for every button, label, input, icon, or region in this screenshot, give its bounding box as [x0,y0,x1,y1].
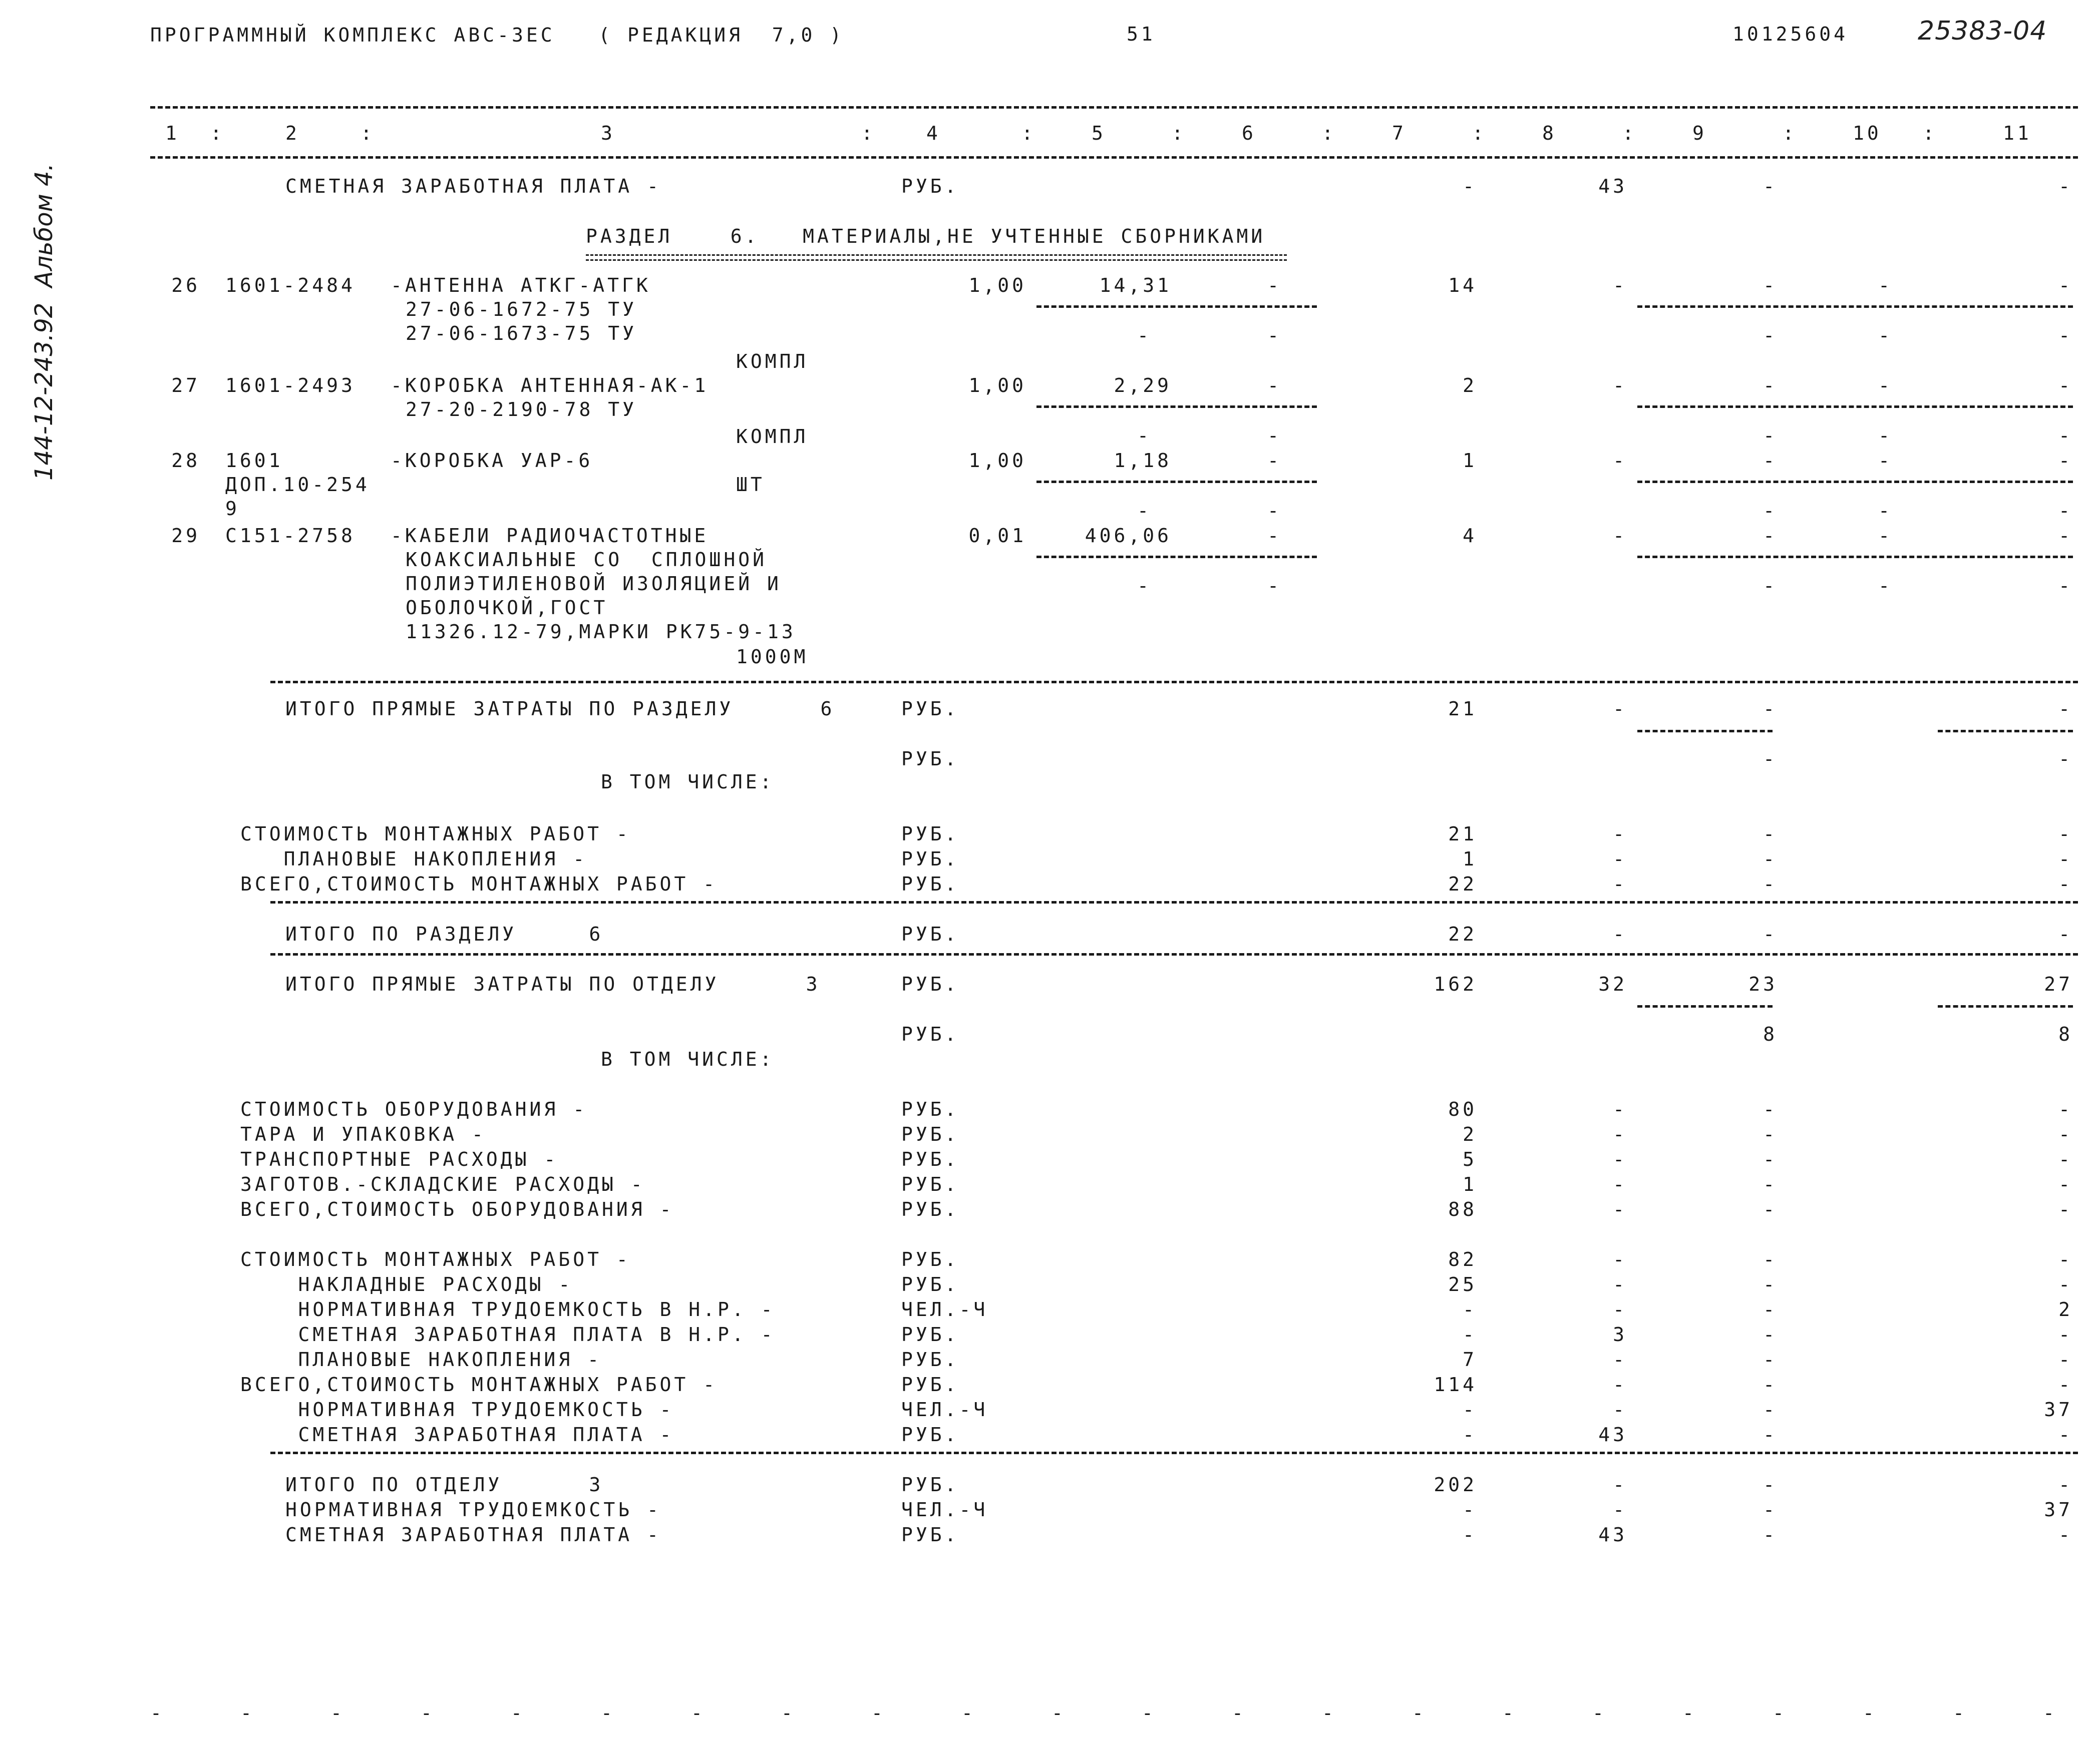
unit-label: РУБ. [901,1524,959,1546]
handwritten-number: 25383-04 [1918,16,2047,46]
column-number: 7 [1392,122,1407,144]
row-label: СМЕТНАЯ ЗАРАБОТНАЯ ПЛАТА В Н.Р. - [240,1324,776,1346]
unit-label: РУБ. [901,1148,959,1170]
separator-rule [270,681,2078,683]
col10-value: - [1878,274,1893,296]
col9-value: - [1763,450,1778,472]
col7-value: 25 [1448,1273,1477,1295]
unit-label: РУБ. [901,748,959,770]
col9-value: 23 [1748,973,1778,995]
footer-mark: - [691,1702,706,1724]
row-label: ИТОГО ПО ОТДЕЛУ 3 [285,1474,604,1496]
col7-value: 22 [1448,923,1477,945]
col8-value: - [1613,698,1627,720]
col7-value: 4 [1463,525,1477,547]
cell-rule [1637,305,2073,308]
row-label: ИТОГО ПО РАЗДЕЛУ 6 [285,923,604,945]
item-description: 11326.12-79,МАРКИ РК75-9-13 [406,621,796,643]
row-label: ВСЕГО,СТОИМОСТЬ МОНТАЖНЫХ РАБОТ - [240,873,718,895]
col7-value: 21 [1448,823,1477,845]
col7-value: - [1463,1524,1477,1546]
separator-rule [270,901,2078,904]
item-spec: 27-06-1673-75 ТУ [406,322,637,344]
footer-mark: - [1682,1702,1697,1724]
col8-value: - [1613,1098,1627,1120]
col7-value: 5 [1463,1148,1477,1170]
col9-sub: - [1763,324,1778,346]
col11-sub: - [2058,500,2073,522]
item-code: 1601 [225,450,283,472]
col8-value: - [1613,823,1627,845]
item-unit: ШТ [736,474,765,496]
col8-value: - [1613,873,1627,895]
row-label: ВСЕГО,СТОИМОСТЬ МОНТАЖНЫХ РАБОТ - [240,1374,718,1396]
unit-label: РУБ. [901,1173,959,1195]
col7-value: - [1463,1399,1477,1421]
col7-value: 14 [1448,274,1477,296]
col6-sub: - [1267,424,1282,447]
item-description: ОБОЛОЧКОЙ,ГОСТ [406,597,608,619]
unit-label: РУБ. [901,1474,959,1496]
unit-label: РУБ. [901,1273,959,1295]
item-code-cont: 9 [225,498,240,520]
column-number: 10 [1853,122,1882,144]
unit-label: ЧЕЛ.-Ч [901,1499,988,1521]
column-number: 4 [926,122,941,144]
col8-value: - [1613,1298,1627,1321]
col9-sub: - [1763,748,1778,770]
col11-value: - [2058,823,2073,845]
row-label: ТАРА И УПАКОВКА - [240,1123,486,1145]
col11-value: - [2058,175,2073,197]
unit-label: РУБ. [901,923,959,945]
footer-mark: - [150,1702,165,1724]
row-label: НОРМАТИВНАЯ ТРУДОЕМКОСТЬ В Н.Р. - [240,1298,776,1321]
col9-value: - [1763,823,1778,845]
item-unit: 1000М [736,646,809,668]
col9-value: - [1763,1399,1778,1421]
col8-value: 43 [1598,1524,1627,1546]
col11-value: - [2058,525,2073,547]
col8-value: - [1613,1148,1627,1170]
col8-value: - [1613,1499,1627,1521]
column-number: 11 [2003,122,2032,144]
col8-value: - [1613,1474,1627,1496]
col11-value: - [2058,698,2073,720]
col8-value: 43 [1598,1424,1627,1446]
col8-value: 3 [1613,1324,1627,1346]
col9-sub: - [1763,424,1778,447]
footer-mark: - [511,1702,525,1724]
column-separator: : [1472,122,1487,144]
unit-label: РУБ. [901,973,959,995]
col11-value: 27 [2044,973,2073,995]
footer-mark: - [1052,1702,1066,1724]
col7-value: 1 [1463,450,1477,472]
col9-value: - [1763,1198,1778,1220]
side-annotation: 144-12-243.92 Альбом 4. [30,163,58,481]
col9-value: - [1763,1173,1778,1195]
in-total-heading: В ТОМ ЧИСЛЕ: [601,771,775,793]
cell-rule [1637,1005,1773,1008]
col8-value: 43 [1598,175,1627,197]
footer-mark: - [1502,1702,1517,1724]
col11-value: - [2058,450,2073,472]
col10-value: - [1878,450,1893,472]
col11-sub: - [2058,575,2073,597]
col7-value: 7 [1463,1349,1477,1371]
footer-mark: - [240,1702,255,1724]
footer-mark: - [871,1702,886,1724]
col8-value: - [1613,525,1627,547]
cell-rule [1637,405,2073,408]
col8-value: - [1613,274,1627,296]
col11-value: - [2058,1474,2073,1496]
col5-sub: - [1137,575,1152,597]
row-label: СМЕТНАЯ ЗАРАБОТНАЯ ПЛАТА - [285,175,661,197]
col7-value: 1 [1463,1173,1477,1195]
cell-rule [1637,481,2073,483]
cell-rule [1637,556,2073,558]
cell-rule [1036,556,1317,558]
col9-value: - [1763,1273,1778,1295]
col9-value: - [1763,374,1778,396]
col8-value: - [1613,923,1627,945]
item-spec: 27-06-1672-75 ТУ [406,298,637,320]
col11-value: - [2058,1098,2073,1120]
item-quantity: 1,00 [968,374,1026,396]
col11-value: - [2058,1349,2073,1371]
row-label: НОРМАТИВНАЯ ТРУДОЕМКОСТЬ - [285,1499,661,1521]
footer-mark: - [961,1702,976,1724]
col6-value: - [1267,525,1282,547]
footer-mark: - [1412,1702,1427,1724]
col7-value: 88 [1448,1198,1477,1220]
col11-sub: - [2058,424,2073,447]
in-total-heading: В ТОМ ЧИСЛЕ: [601,1048,775,1070]
col11-sub: 8 [2058,1023,2073,1045]
footer-mark: - [601,1702,615,1724]
col6-sub: - [1267,324,1282,346]
item-unit: КОМПЛ [736,350,809,372]
col6-sub: - [1267,575,1282,597]
cell-rule [1036,405,1317,408]
section-title-underline [586,254,1287,261]
footer-mark: - [330,1702,345,1724]
unit-label: РУБ. [901,175,959,197]
item-code: 1601-2493 [225,374,356,396]
col7-value: 22 [1448,873,1477,895]
unit-label: РУБ. [901,873,959,895]
item-code-cont: ДОП.10-254 [225,474,370,496]
col9-value: - [1763,698,1778,720]
col7-value: - [1463,1499,1477,1521]
col10-sub: - [1878,324,1893,346]
row-label: НАКЛАДНЫЕ РАСХОДЫ - [240,1273,573,1295]
col8-value: - [1613,1173,1627,1195]
item-name: -КАБЕЛИ РАДИОЧАСТОТНЫЕ [391,525,709,547]
col9-value: - [1763,1248,1778,1270]
col9-value: - [1763,1148,1778,1170]
col9-sub: 8 [1763,1023,1778,1045]
col11-value: - [2058,1524,2073,1546]
col8-value: - [1613,1374,1627,1396]
col8-value: - [1613,1399,1627,1421]
col9-value: - [1763,1098,1778,1120]
row-label: СМЕТНАЯ ЗАРАБОТНАЯ ПЛАТА - [285,1524,661,1546]
item-description: ПОЛИЭТИЛЕНОВОЙ ИЗОЛЯЦИЕЙ И [406,573,782,595]
col7-value: 21 [1448,698,1477,720]
col11-value: - [2058,1148,2073,1170]
item-price: 14,31 [1099,274,1172,296]
col9-value: - [1763,923,1778,945]
unit-label: РУБ. [901,1023,959,1045]
footer-mark: - [1232,1702,1246,1724]
col6-sub: - [1267,500,1282,522]
col11-value: - [2058,1198,2073,1220]
col9-sub: - [1763,575,1778,597]
col11-sub: - [2058,324,2073,346]
footer-mark: - [1142,1702,1156,1724]
unit-label: РУБ. [901,1374,959,1396]
item-quantity: 1,00 [968,450,1026,472]
unit-label: ЧЕЛ.-Ч [901,1298,988,1321]
column-separator: : [1923,122,1937,144]
footer-mark: - [781,1702,796,1724]
col9-value: - [1763,1349,1778,1371]
column-separator: : [1021,122,1036,144]
row-label: СТОИМОСТЬ ОБОРУДОВАНИЯ - [240,1098,588,1120]
col6-value: - [1267,274,1282,296]
item-quantity: 0,01 [968,525,1026,547]
column-number: 3 [601,122,615,144]
unit-label: РУБ. [901,1324,959,1346]
row-label: ПЛАНОВЫЕ НАКОПЛЕНИЯ - [240,848,588,870]
col11-sub: - [2058,748,2073,770]
col6-value: - [1267,450,1282,472]
footer-mark: - [1773,1702,1787,1724]
section-title: РАЗДЕЛ 6. МАТЕРИАЛЫ,НЕ УЧТЕННЫЕ СБОРНИКАМИ [586,225,1266,247]
separator-rule [270,953,2078,956]
col10-sub: - [1878,575,1893,597]
row-label: ИТОГО ПРЯМЫЕ ЗАТРАТЫ ПО РАЗДЕЛУ 6 [285,698,835,720]
unit-label: ЧЕЛ.-Ч [901,1399,988,1421]
col11-value: - [2058,848,2073,870]
col9-value: - [1763,848,1778,870]
col10-sub: - [1878,424,1893,447]
col11-value: 37 [2044,1399,2073,1421]
col8-value: - [1613,1123,1627,1145]
row-label: ТРАНСПОРТНЫЕ РАСХОДЫ - [240,1148,559,1170]
col10-value: - [1878,525,1893,547]
unit-label: РУБ. [901,1198,959,1220]
col9-value: - [1763,1424,1778,1446]
item-price: 1,18 [1114,450,1172,472]
col11-value: - [2058,923,2073,945]
col7-value: 2 [1463,374,1477,396]
col5-sub: - [1137,500,1152,522]
col8-value: - [1613,1198,1627,1220]
column-separator: : [361,122,375,144]
footer-mark: - [1863,1702,1877,1724]
col11-value: - [2058,1248,2073,1270]
cell-rule [1036,481,1317,483]
item-name: -АНТЕННА АТКГ-АТГК [391,274,651,296]
unit-label: РУБ. [901,698,959,720]
col11-value: - [2058,1374,2073,1396]
column-separator: : [1783,122,1797,144]
row-label: НОРМАТИВНАЯ ТРУДОЕМКОСТЬ - [240,1399,674,1421]
col11-value: - [2058,274,2073,296]
item-code: 1601-2484 [225,274,356,296]
col9-value: - [1763,1374,1778,1396]
col7-value: 162 [1434,973,1477,995]
unit-label: РУБ. [901,1248,959,1270]
col10-value: - [1878,374,1893,396]
item-spec: 27-20-2190-78 ТУ [406,398,637,420]
top-rule [150,106,2078,109]
row-label: ВСЕГО,СТОИМОСТЬ ОБОРУДОВАНИЯ - [240,1198,674,1220]
unit-label: РУБ. [901,1098,959,1120]
col8-value: 32 [1598,973,1627,995]
col11-value: - [2058,1273,2073,1295]
row-label: ПЛАНОВЫЕ НАКОПЛЕНИЯ - [240,1349,602,1371]
cell-rule [1036,305,1317,308]
col5-sub: - [1137,324,1152,346]
item-quantity: 1,00 [968,274,1026,296]
col7-value: 1 [1463,848,1477,870]
item-number: 29 [171,525,200,547]
column-number: 1 [165,122,180,144]
col9-value: - [1763,1123,1778,1145]
col7-value: 202 [1434,1474,1477,1496]
col11-value: - [2058,374,2073,396]
column-number: 6 [1242,122,1256,144]
footer-mark: - [1322,1702,1336,1724]
item-number: 28 [171,450,200,472]
item-unit: КОМПЛ [736,425,809,448]
unit-label: РУБ. [901,823,959,845]
col6-value: - [1267,374,1282,396]
col5-sub: - [1137,424,1152,447]
item-price: 406,06 [1085,525,1172,547]
unit-label: РУБ. [901,1349,959,1371]
row-label: СТОИМОСТЬ МОНТАЖНЫХ РАБОТ - [240,1248,631,1270]
col9-value: - [1763,525,1778,547]
col9-value: - [1763,873,1778,895]
col11-value: 2 [2058,1298,2073,1321]
item-number: 27 [171,374,200,396]
row-label: ЗАГОТОВ.-СКЛАДСКИЕ РАСХОДЫ - [240,1173,645,1195]
item-number: 26 [171,274,200,296]
col7-value: - [1463,175,1477,197]
column-separator: : [1322,122,1336,144]
separator-rule [270,1452,2078,1454]
col7-value: - [1463,1298,1477,1321]
row-label: ИТОГО ПРЯМЫЕ ЗАТРАТЫ ПО ОТДЕЛУ 3 [285,973,821,995]
col11-value: 37 [2044,1499,2073,1521]
col8-value: - [1613,1349,1627,1371]
col9-sub: - [1763,500,1778,522]
column-number: 2 [285,122,300,144]
col7-value: 2 [1463,1123,1477,1145]
col9-value: - [1763,1499,1778,1521]
page-number: 51 [1127,23,1156,45]
col9-value: - [1763,274,1778,296]
col8-value: - [1613,1273,1627,1295]
col7-value: 80 [1448,1098,1477,1120]
column-number: 8 [1542,122,1557,144]
col11-value: - [2058,1424,2073,1446]
col8-value: - [1613,450,1627,472]
col8-value: - [1613,848,1627,870]
col9-value: - [1763,1474,1778,1496]
col9-value: - [1763,1524,1778,1546]
unit-label: РУБ. [901,848,959,870]
col9-value: - [1763,1324,1778,1346]
col7-value: 114 [1434,1374,1477,1396]
footer-mark: - [1953,1702,1967,1724]
cell-rule [1938,1005,2073,1008]
item-description: КОАКСИАЛЬНЫЕ СО СПЛОШНОЙ [406,549,767,571]
program-header: ПРОГРАММНЫЙ КОМПЛЕКС АВС-3ЕС ( РЕДАКЦИЯ 7,0 ) [150,24,845,46]
row-label: СТОИМОСТЬ МОНТАЖНЫХ РАБОТ - [240,823,631,845]
item-code: С151-2758 [225,525,356,547]
column-number: 5 [1092,122,1106,144]
item-name: -КОРОБКА УАР-6 [391,450,593,472]
row-label: СМЕТНАЯ ЗАРАБОТНАЯ ПЛАТА - [240,1424,674,1446]
column-number: 9 [1692,122,1707,144]
cell-rule [1938,730,2073,732]
col11-value: - [2058,873,2073,895]
col7-value: - [1463,1324,1477,1346]
column-separator: : [1622,122,1637,144]
column-separator: : [210,122,225,144]
item-price: 2,29 [1114,374,1172,396]
unit-label: РУБ. [901,1123,959,1145]
col8-value: - [1613,1248,1627,1270]
footer-mark: - [421,1702,435,1724]
col7-value: 82 [1448,1248,1477,1270]
col9-value: - [1763,1298,1778,1321]
col8-value: - [1613,374,1627,396]
footer-mark: - [2043,1702,2057,1724]
column-separator: : [1172,122,1186,144]
col7-value: - [1463,1424,1477,1446]
col10-sub: - [1878,500,1893,522]
col11-value: - [2058,1173,2073,1195]
cell-rule [1637,730,1773,732]
document-code: 10125604 [1732,23,1849,45]
col11-value: - [2058,1123,2073,1145]
unit-label: РУБ. [901,1424,959,1446]
header-rule [150,156,2078,159]
item-name: -КОРОБКА АНТЕННАЯ-АК-1 [391,374,709,396]
column-separator: : [861,122,876,144]
footer-mark: - [1592,1702,1607,1724]
col9-value: - [1763,175,1778,197]
col11-value: - [2058,1324,2073,1346]
